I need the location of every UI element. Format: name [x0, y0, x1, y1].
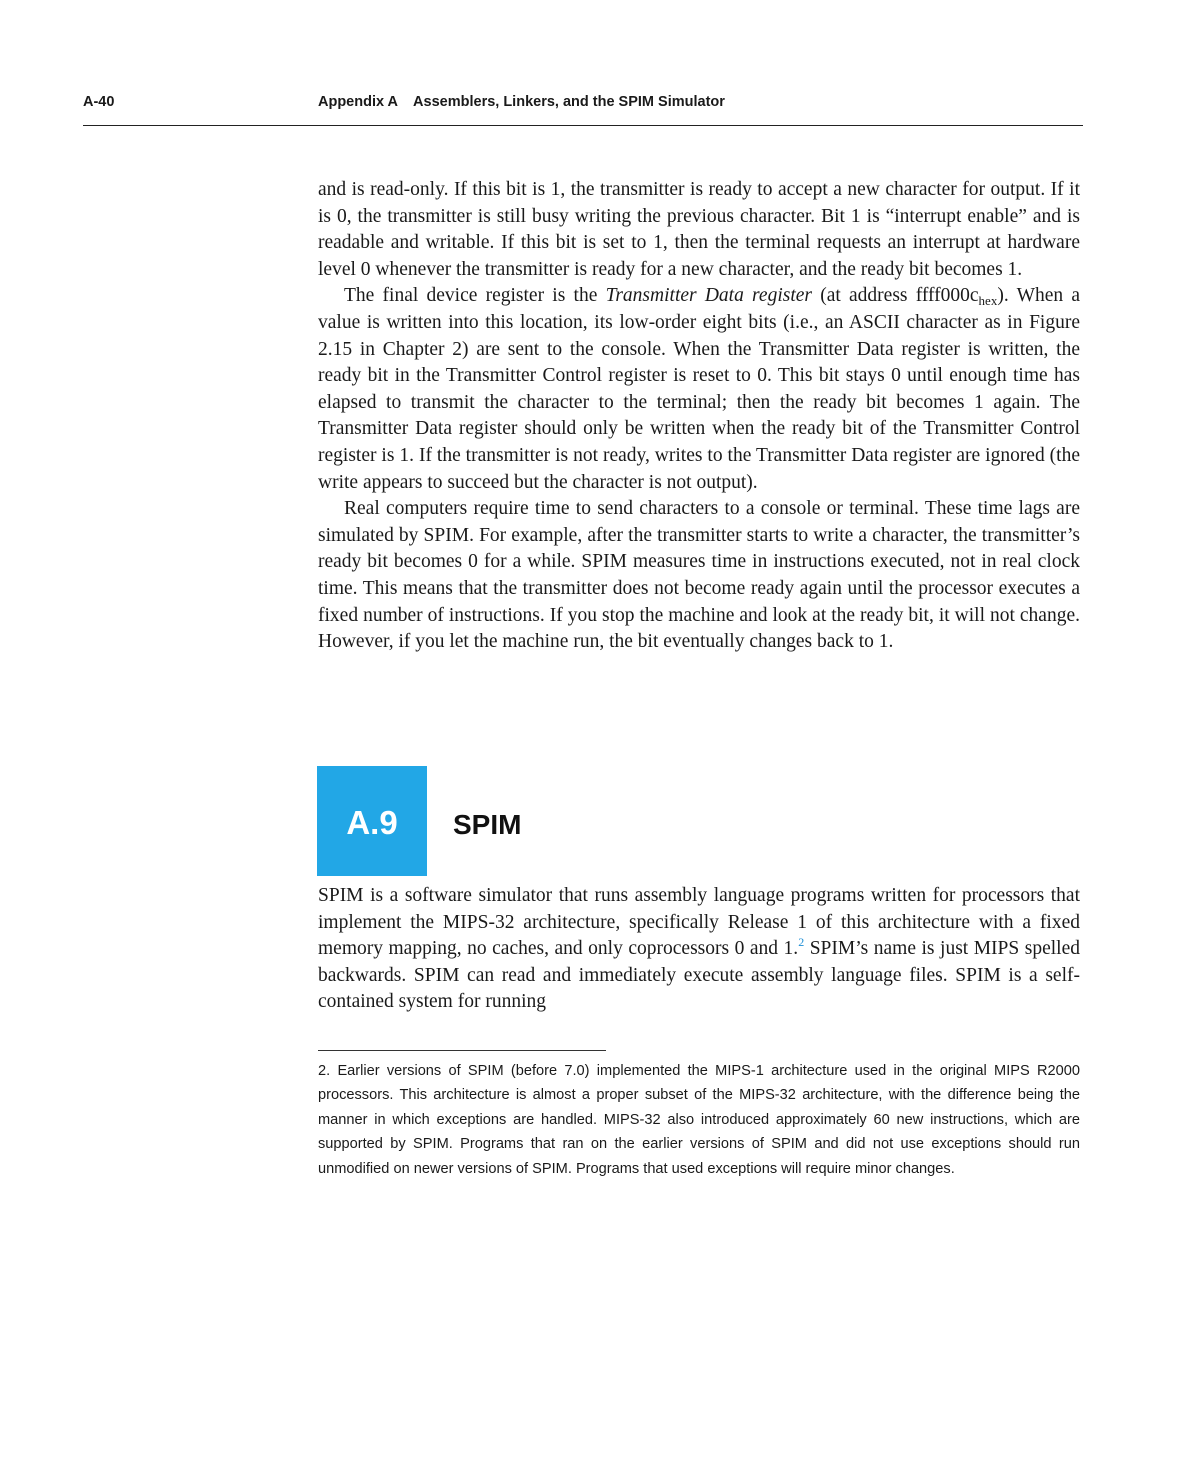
footnote-text: 2. Earlier versions of SPIM (before 7.0) implemented the MIPS-1 architecture used in the original MIPS R2000 processors. This architecture is almost a proper subset of the MIPS-32 architecture, with the difference being the manner in which exceptions are handled. MIPS-32 also introduced approximately 60 new instructions, which are supported by SPIM. Programs that ran on the earlier versions of SPIM and did not use exceptions should run unmodified on newer versions of SPIM. Programs that used exceptions will require minor changes. — [318, 1063, 1080, 1177]
spim-text-a: SPIM is a software simulator that runs assembly language programs written for processors that implement the MIPS-32 architecture, specifically Release 1 of this architecture with a fixed memory mapping, no caches, and only coprocessors 0 and 1. — [318, 885, 1080, 960]
section-title: SPIM — [453, 809, 522, 840]
section-number-box — [317, 766, 427, 876]
footnote-reference[interactable]: 2 — [798, 935, 805, 950]
footnote — [318, 1059, 1080, 1181]
spim-text-b: SPIM’s name is just MIPS spelled backwards. SPIM can read and immediately execute assembly language files. SPIM is a self-contained system for running — [318, 938, 1080, 1013]
term-transmitter-data-register: Transmitter Data register — [605, 285, 812, 307]
header-rule — [83, 125, 1083, 126]
paragraph-spim-intro — [318, 883, 1080, 1016]
section-number: A.9 — [346, 804, 398, 841]
p2-text-b: (at address ffff000c — [812, 285, 979, 307]
running-header — [83, 94, 1083, 116]
paragraph-continued: and is read-only. If this bit is 1, the transmitter is ready to accept a new character for output. If it is 0, the transmitter is still busy writing the previous character. Bit 1 is “interrupt enable” and is readable and writable. If this bit is set to 1, then the terminal requests an interrupt at hardware level 0 whenever the transmitter is ready for a new character, and the ready bit becomes 1. — [318, 179, 1080, 280]
footnote-rule — [318, 1050, 606, 1051]
hex-subscript: hex — [978, 293, 998, 309]
body-text-section — [318, 883, 1080, 1016]
p2-text-a: The final device register is the — [344, 285, 606, 307]
p2-text-c: ). When a value is written into this location, its low-order eight bits (i.e., an ASCII character as in Figure 2.15 in Chapter 2) are sent to the console. When the Transmitter Data register is written, the ready bit in the Transmitter Control register is reset to 0. This bit stays 0 until enough time has elapsed to transmit the character to the terminal; then the ready bit becomes 1 again. The Transmitter Data register should only be written when the ready bit of the Transmitter Control register is 1. If the transmitter is not ready, writes to the Transmitter Data register are ignored (the write appears to succeed but the character is not output). — [318, 285, 1081, 493]
paragraph-transmitter-data — [318, 283, 1080, 496]
running-title: Appendix A Assemblers, Linkers, and the SPIM Simulator — [318, 94, 725, 110]
body-text-top — [318, 177, 1080, 656]
page-number: A-40 — [83, 94, 115, 110]
paragraph-time-lags: Real computers require time to send characters to a console or terminal. These time lags are simulated by SPIM. For example, after the transmitter starts to write a character, the transmitter’s ready bit becomes 0 for a while. SPIM measures time in instructions executed, not in real clock time. This means that the transmitter does not become ready again until the processor executes a fixed number of instructions. If you stop the machine and look at the ready bit, it will not change. However, if you let the machine run, the bit eventually changes back to 1. — [318, 498, 1080, 653]
